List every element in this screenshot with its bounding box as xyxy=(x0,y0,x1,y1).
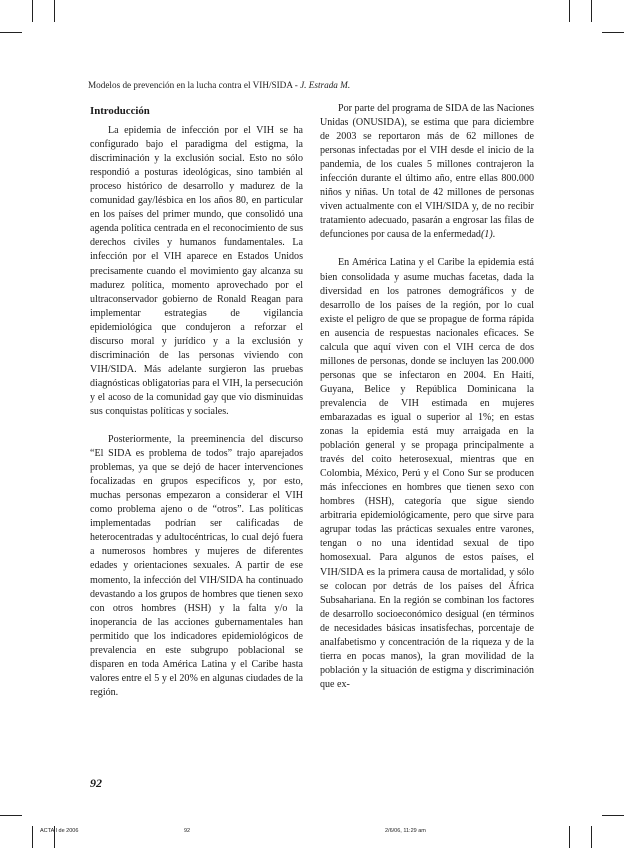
article-author: J. Estrada M. xyxy=(300,80,351,90)
crop-mark xyxy=(569,0,570,22)
body-paragraph: En América Latina y el Caribe la epidemia está bien consolidada y asume muchas facetas, dada la diversidad en los patrones demográficos y de desarrollo de los países de la región, por lo cual existe el peligro de que se propague de forma rápida en ausencia de respuestas nacionales eficaces. Se calcula que aquí viven con el VIH cerca de dos millones de personas, donde se incluyen las 200.000 personas que se infectaron en 2004. En Haití, Guyana, Belice y República Dominicana la prevalencia de VIH estimada en mujeres embarazadas es igual o superior al 1%; en estas zonas la epidemia está muy arraigada en la población general y se propaga principalmente a través del coito heterosexual, mientras que en Colombia, México, Perú y el Cono Sur se producen más infecciones en hombres que tienen sexo con hombres (HSH), categoría que sigue siendo arbitraria epidemiológicamente, pero que sirve para agrupar todas las prácticas sexuales entre varones, tengan o no una identidad sexual de tipo homosexual. Para algunos de estos países, el VIH/SIDA es la primera causa de mortalidad, y sólo se colocan por detrás de los países del África Subsahariana. En la región se combinan los factores de desarrollo socioeconómico desigual (en términos de necesidades básicas insatisfechas, porcentaje de analfabetismo y concentración de la riqueza y de la tierra en pocas manos), la gran movilidad de la población y la situación de estigma y discriminación que ex- xyxy=(320,257,534,690)
crop-mark xyxy=(591,826,592,848)
print-slug-left: ACTA I de 2006 xyxy=(40,828,79,834)
left-column xyxy=(90,100,303,700)
crop-mark xyxy=(0,815,22,816)
crop-mark xyxy=(54,0,55,22)
paragraph-end: . xyxy=(492,229,496,241)
crop-mark xyxy=(591,0,592,22)
crop-mark xyxy=(569,826,570,848)
crop-mark xyxy=(32,826,33,848)
body-paragraph xyxy=(320,102,534,242)
crop-mark xyxy=(602,815,624,816)
body-paragraph: La epidemia de infección por el VIH se ha configurado bajo el paradigma del estigma, la discriminación y la exclusión social. Esto no sólo respondió a posturas ideológicas, sino también al proceso histórico de desarrollo y madurez de la comunidad gay/lésbica en los años 80, en particular en los países del primer mundo, que consolidó una agenda política centrada en el reconocimiento de sus derechos civiles y humanos fundamentales. La infección por el VIH aparece en Estados Unidos precisamente cuando el movimiento gay alcanza su madurez política, momento aprovechado por el ultraconservador gobierno de Ronald Reagan para implementar estrategias de vigilancia epidemiológica que condujeron a reforzar el discurso moral y jurídico y a la exclusión y discriminación de las personas viviendo con VIH/SIDA. Más adelante surgieron las pruebas diagnósticas obligatorias para el VIH, la persecución y el acoso de la comunidad gay que vio disminuidas sus conquistas políticas y sociales. xyxy=(90,125,303,417)
right-column xyxy=(320,102,534,692)
crop-mark xyxy=(32,0,33,22)
section-heading: Introducción xyxy=(90,105,150,117)
running-title: Modelos de prevención en la lucha contra el VIH/SIDA - xyxy=(88,80,301,90)
body-paragraph: Posteriormente, la preeminencia del discurso “El SIDA es problema de todos” trajo aparejados problemas, ya que se dejó de hacer intervenciones focalizadas en grupos específicos y, por esto, muchas personas empezaron a considerar el VIH como problema ajeno o de “otros”. Las políticas implementadas podrían ser calificadas de heterocentradas y adultocéntricas, lo cual dejó fuera a numerosos hombres y mujeres de diferentes edades y orientaciones sexuales. A partir de ese momento, la infección del VIH/SIDA ha continuado devastando a los grupos de hombres que tienen sexo con otros hombres (HSH) y la falta y/o la inoperancia de las acciones gubernamentales han permitido que los indicadores epidemiológicos de prevalencia en este subgrupo poblacional se disparen en toda América Latina y el Caribe hasta valores entre el 5 y el 20% en algunas ciudades de la región. xyxy=(90,434,303,698)
page-number: 92 xyxy=(90,776,102,790)
paragraph-text: Por parte del programa de SIDA de las Naciones Unidas (ONUSIDA), se estima que para diciembre de 2003 se reportaron más de 62 millones de personas infectadas por el VIH desde el inicio de la pandemia, de los cuales 5 millones contrajeron la infección durante el último año, entre ellas 800.000 niños y niñas. Un total de 42 millones de personas viven actualmente con el VIH/SIDA y, de no recibir tratamiento adecuado, pasarán a engrosar las filas de defunciones por causa de la enfermedad xyxy=(320,103,534,241)
crop-mark xyxy=(0,32,22,33)
crop-mark xyxy=(602,32,624,33)
print-slug-date: 2/6/06, 11:29 am xyxy=(385,828,426,834)
citation-ref: (1) xyxy=(480,229,493,241)
print-slug-page: 92 xyxy=(184,828,191,834)
running-header xyxy=(88,80,548,90)
